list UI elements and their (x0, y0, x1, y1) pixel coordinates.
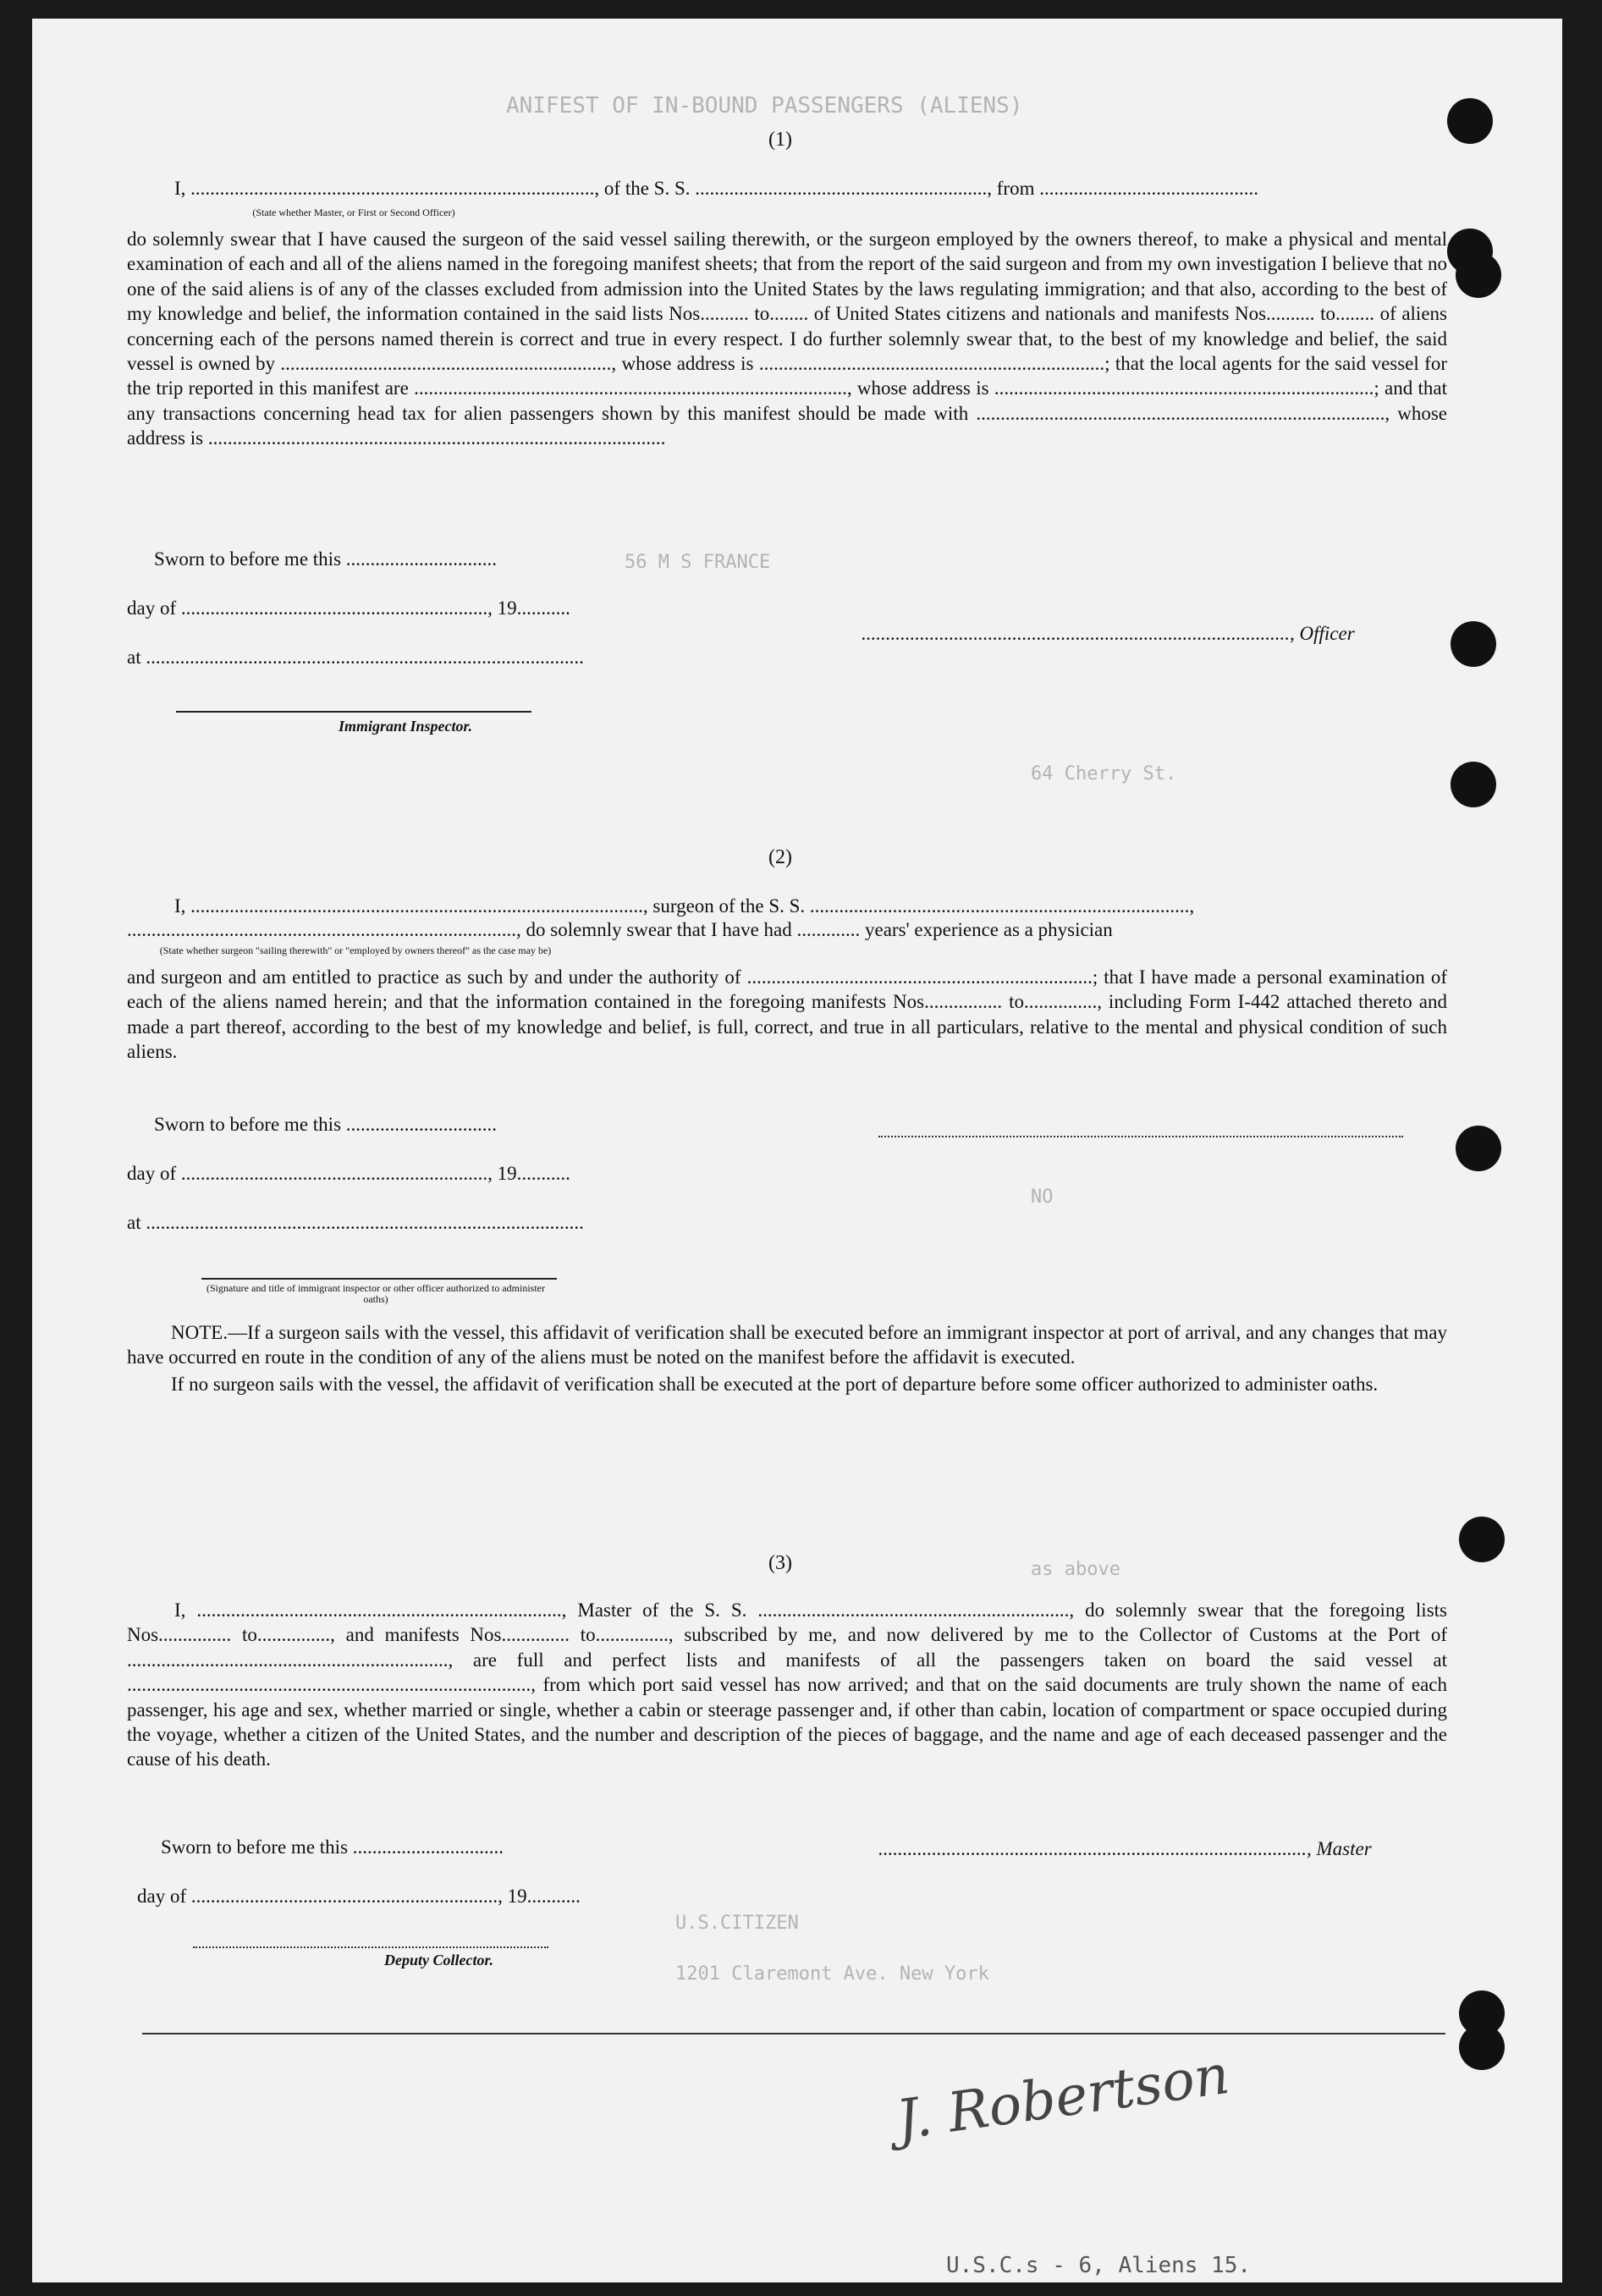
section-1-at: at .......................................................................................... (127, 647, 584, 668)
section-3-body (127, 1598, 1447, 1772)
handwritten-signature: J. Robertson (892, 2043, 1234, 2153)
punch-hole (1456, 252, 1501, 298)
section-1-body-text: do solemnly swear that I have caused the surgeon of the said vessel sailing therewith, or the surgeon employed by the owners thereof, to make a physical and mental examination of each and all of the aliens named in the foregoing manifest sheets; that from the report of the said surgeon and from my own investigation I believe that no one of the said aliens is of any of the classes excluded from admission into the United States by the laws regulating immigration; and that also, according to the best of my knowledge and belief, the information contained in the said lists Nos.......... to........ of United States citizens and nationals and manifests Nos.......... to........ of aliens concerning each of the persons named therein is correct and true in every respect. I do further solemnly swear that, to the best of my knowledge and belief, the said vessel is owned by ...................................................................., whose address is .......................................................................; that the local agents for the said vessel for the trip reported in this manifest are ........................................................................................., whose address is ..............................................................................; and that any transactions concerning head tax for alien passengers shown by this manifest should be made with ...................................................................................., whose address is .............................................................................................. (127, 228, 1447, 449)
form-stamp: U.S.C.s - 6, Aliens 15. (946, 2253, 1252, 2278)
section-1-number: (1) (768, 129, 792, 151)
section-2-surgeon-caption: (State whether surgeon "sailing therewith" or "employed by owners thereof" as the case may be) (159, 944, 552, 956)
punch-hole (1451, 621, 1496, 667)
section-3-body-text: I, ..........................................................................., Master of the S. S. ................................................................, do solemnly swear that the foregoing lists Nos............... to..............., and manifests Nos.............. to..............., subscribed by me, and now delivered by me to the Collector of Customs at the Port of .................................................................., are full and perfect lists and manifests of all the passengers taken on board the said vessel at ..................................................................................., from which port said vessel has now arrived; and that on the said documents are truly shown the name of each passenger, his age and sex, whether married or single, whether a cabin or steerage passenger and, if other than cabin, location of compartment or space occupied during the voyage, whether a citizen of the United States, and the number and description of the pieces of baggage, and the name and age of each deceased passenger and the cause of his death. (127, 1599, 1447, 1770)
section-2-signature-caption-text: (Signature and title of immigrant inspector or other officer authorized to administer oaths) (206, 1282, 545, 1305)
section-1-sworn: Sworn to before me this ............................... (154, 548, 498, 570)
section-2-notes (127, 1320, 1447, 1396)
section-3-day: day of ..............................................................., 19........... (137, 1886, 581, 1907)
section-1-oath-line: I, ..................................................................................., of the S. S. ............................................................, from ............................................. (174, 178, 1258, 199)
bleed-through-text: 56 M S FRANCE (625, 552, 771, 573)
section-2-signature-line-right (878, 1136, 1403, 1137)
section-2-body (127, 965, 1447, 1065)
section-2-signature-line (201, 1278, 557, 1280)
section-2-oath-line: I, ............................................................................................., surgeon of the S. S. .............................................................................., (174, 895, 1195, 917)
section-1-officer-caption: (State whether Master, or First or Second Officer) (252, 206, 455, 218)
section-2-note-2: If no surgeon sails with the vessel, the affidavit of verification shall be executed at the port of departure before some officer authorized to administer oaths. (171, 1373, 1379, 1395)
section-2-body-text: and surgeon and am entitled to practice as such by and under the authority of .......................................................................; that I have made a personal examination of each of the aliens named herein; and that the information contained in the foregoing manifests Nos................ to..............., including Form I-442 attached thereto and made a part thereof, according to the best of my knowledge and belief, is full, correct, and true in all particulars, relative to the mental and physical condition of such aliens. (127, 966, 1447, 1063)
bleed-through-text: U.S.CITIZEN (675, 1913, 799, 1934)
section-1-officer-signature: ........................................................................................, Officer (862, 623, 1355, 644)
punch-hole (1456, 1126, 1501, 1171)
section-3-number: (3) (768, 1552, 792, 1574)
section-2-experience-line: ................................................................................, do solemnly swear that I have had ............. years' experience as a physician (127, 919, 1113, 940)
bleed-through-text: 1201 Claremont Ave. New York (675, 1963, 989, 1985)
section-2-at: at .......................................................................................... (127, 1212, 584, 1233)
punch-hole (1451, 762, 1496, 807)
section-3-sworn: Sworn to before me this ............................... (161, 1836, 504, 1858)
section-2-day: day of ..............................................................., 19........... (127, 1163, 570, 1184)
section-1-body (127, 227, 1447, 451)
section-2-sworn: Sworn to before me this ............................... (154, 1114, 498, 1135)
section-2-number: (2) (768, 846, 792, 868)
bottom-rule (142, 2033, 1445, 2034)
section-3-signature-line (193, 1946, 548, 1948)
section-2-signature-caption (198, 1283, 553, 1305)
manifest-affidavit-page (32, 19, 1562, 2282)
bleed-through-text: NO (1031, 1187, 1054, 1208)
section-3-master-signature: ........................................................................................, Master (878, 1838, 1372, 1859)
section-1-inspector-caption: Immigrant Inspector. (339, 718, 473, 735)
bleed-through-text: as above (1031, 1559, 1120, 1580)
section-3-collector-caption: Deputy Collector. (384, 1952, 493, 1968)
bleed-through-text: ANIFEST OF IN-BOUND PASSENGERS (ALIENS) (506, 93, 1023, 118)
section-1-day: day of ..............................................................., 19........... (127, 597, 570, 619)
bleed-through-text: 64 Cherry St. (1031, 763, 1177, 785)
punch-hole (1459, 2024, 1505, 2070)
section-2-note-1: NOTE.—If a surgeon sails with the vessel, this affidavit of verification shall be executed before an immigrant inspector at port of arrival, and any changes that may have occurred en route in the condition of any of the aliens must be noted on the manifest before the affidavit is executed. (127, 1322, 1447, 1368)
section-1-signature-line (176, 711, 531, 713)
